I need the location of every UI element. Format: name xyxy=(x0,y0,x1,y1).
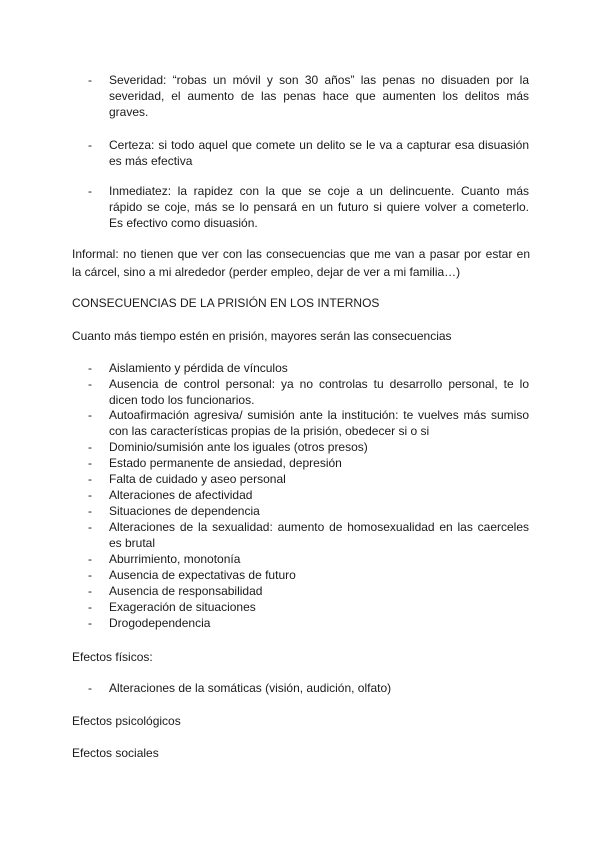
list-bullet: - xyxy=(88,138,92,152)
text-line: la cárcel, sino a mi alrededor (perder empleo, dejar de ver a mi familia…) xyxy=(72,265,461,279)
list-item-certeza xyxy=(109,137,529,169)
list-item xyxy=(109,360,529,376)
text-line: Aburrimiento, monotonía xyxy=(109,552,241,566)
text-line: Alteraciones de afectividad xyxy=(109,488,253,502)
list-item xyxy=(109,503,529,519)
list-item xyxy=(109,680,529,696)
text-line: Situaciones de dependencia xyxy=(109,504,260,518)
list-bullet: - xyxy=(88,504,92,518)
text-line: Ausencia de expectativas de futuro xyxy=(109,568,296,582)
list-item xyxy=(109,455,529,471)
text-line: es más efectiva xyxy=(109,154,193,168)
text-line: Drogodependencia xyxy=(109,616,211,630)
informal-paragraph xyxy=(72,245,530,281)
list-item xyxy=(109,519,529,551)
list-item xyxy=(109,471,529,487)
text-line: Exageración de situaciones xyxy=(109,600,256,614)
list-bullet: - xyxy=(88,584,92,598)
text-line: Aislamiento y pérdida de vínculos xyxy=(109,361,288,375)
list-bullet: - xyxy=(88,472,92,486)
text-line: Falta de cuidado y aseo personal xyxy=(109,472,286,486)
list-item xyxy=(109,599,529,615)
psychological-effects-title: Efectos psicológicos xyxy=(72,714,181,728)
list-bullet: - xyxy=(88,520,92,534)
list-item xyxy=(109,487,529,503)
list-bullet: - xyxy=(88,616,92,630)
text-line: dicen todo los funcionarios. xyxy=(109,393,255,407)
text-line: graves. xyxy=(109,105,149,119)
text-line: con las características propias de la prisión, obedecer si o si xyxy=(109,424,430,438)
text-line: Informal: no tienen que ver con las consecuencias que me van a pasar por estar en xyxy=(72,247,530,261)
text-line: Es efectivo como disuasión. xyxy=(109,216,258,230)
list-bullet: - xyxy=(88,488,92,502)
list-bullet: - xyxy=(88,184,92,198)
list-item xyxy=(109,583,529,599)
social-effects-title: Efectos sociales xyxy=(72,746,159,760)
list-bullet: - xyxy=(88,568,92,582)
text-line: Ausencia de responsabilidad xyxy=(109,584,263,598)
text-line: Severidad: “robas un móvil y son 30 años” las penas no disuaden por la xyxy=(109,73,529,87)
text-line: Certeza: si todo aquel que comete un delito se le va a capturar esa disuasión xyxy=(109,138,529,152)
list-bullet: - xyxy=(88,440,92,454)
list-item-severidad xyxy=(109,72,529,120)
list-bullet: - xyxy=(88,361,92,375)
list-bullet: - xyxy=(88,408,92,422)
text-line: Ausencia de control personal: ya no controlas tu desarrollo personal, te lo xyxy=(109,377,529,391)
list-bullet: - xyxy=(88,377,92,391)
list-bullet: - xyxy=(88,73,92,87)
text-line: Dominio/sumisión ante los iguales (otros presos) xyxy=(109,440,368,454)
list-item xyxy=(109,407,529,439)
list-item xyxy=(109,567,529,583)
list-bullet: - xyxy=(88,681,92,695)
list-item xyxy=(109,376,529,408)
section-title: CONSECUENCIAS DE LA PRISIÓN EN LOS INTERNOS xyxy=(72,296,380,310)
physical-effects-title: Efectos físicos: xyxy=(72,650,153,664)
list-bullet: - xyxy=(88,552,92,566)
list-bullet: - xyxy=(88,456,92,470)
text-line: Alteraciones de la sexualidad: aumento de homosexualidad en las caerceles xyxy=(109,520,529,534)
list-item xyxy=(109,551,529,567)
text-line: Estado permanente de ansiedad, depresión xyxy=(109,456,342,470)
list-item xyxy=(109,439,529,455)
intro-text: Cuanto más tiempo estén en prisión, mayores serán las consecuencias xyxy=(72,329,452,343)
text-line: es brutal xyxy=(109,536,156,550)
list-item xyxy=(109,615,529,631)
text-line: severidad, el aumento de las penas hace que aumenten los delitos más xyxy=(109,89,529,103)
text-line: Alteraciones de la somáticas (visión, audición, olfato) xyxy=(109,681,392,695)
text-line: rápido se coje, más se lo pensará en un futuro si quiere volver a cometerlo. xyxy=(109,200,529,214)
text-line: Inmediatez: la rapidez con la que se coje a un delincuente. Cuanto más xyxy=(109,184,529,198)
list-item-inmediatez xyxy=(109,183,529,231)
text-line: Autoafirmación agresiva/ sumisión ante la institución: te vuelves más sumiso xyxy=(109,408,529,422)
list-bullet: - xyxy=(88,600,92,614)
